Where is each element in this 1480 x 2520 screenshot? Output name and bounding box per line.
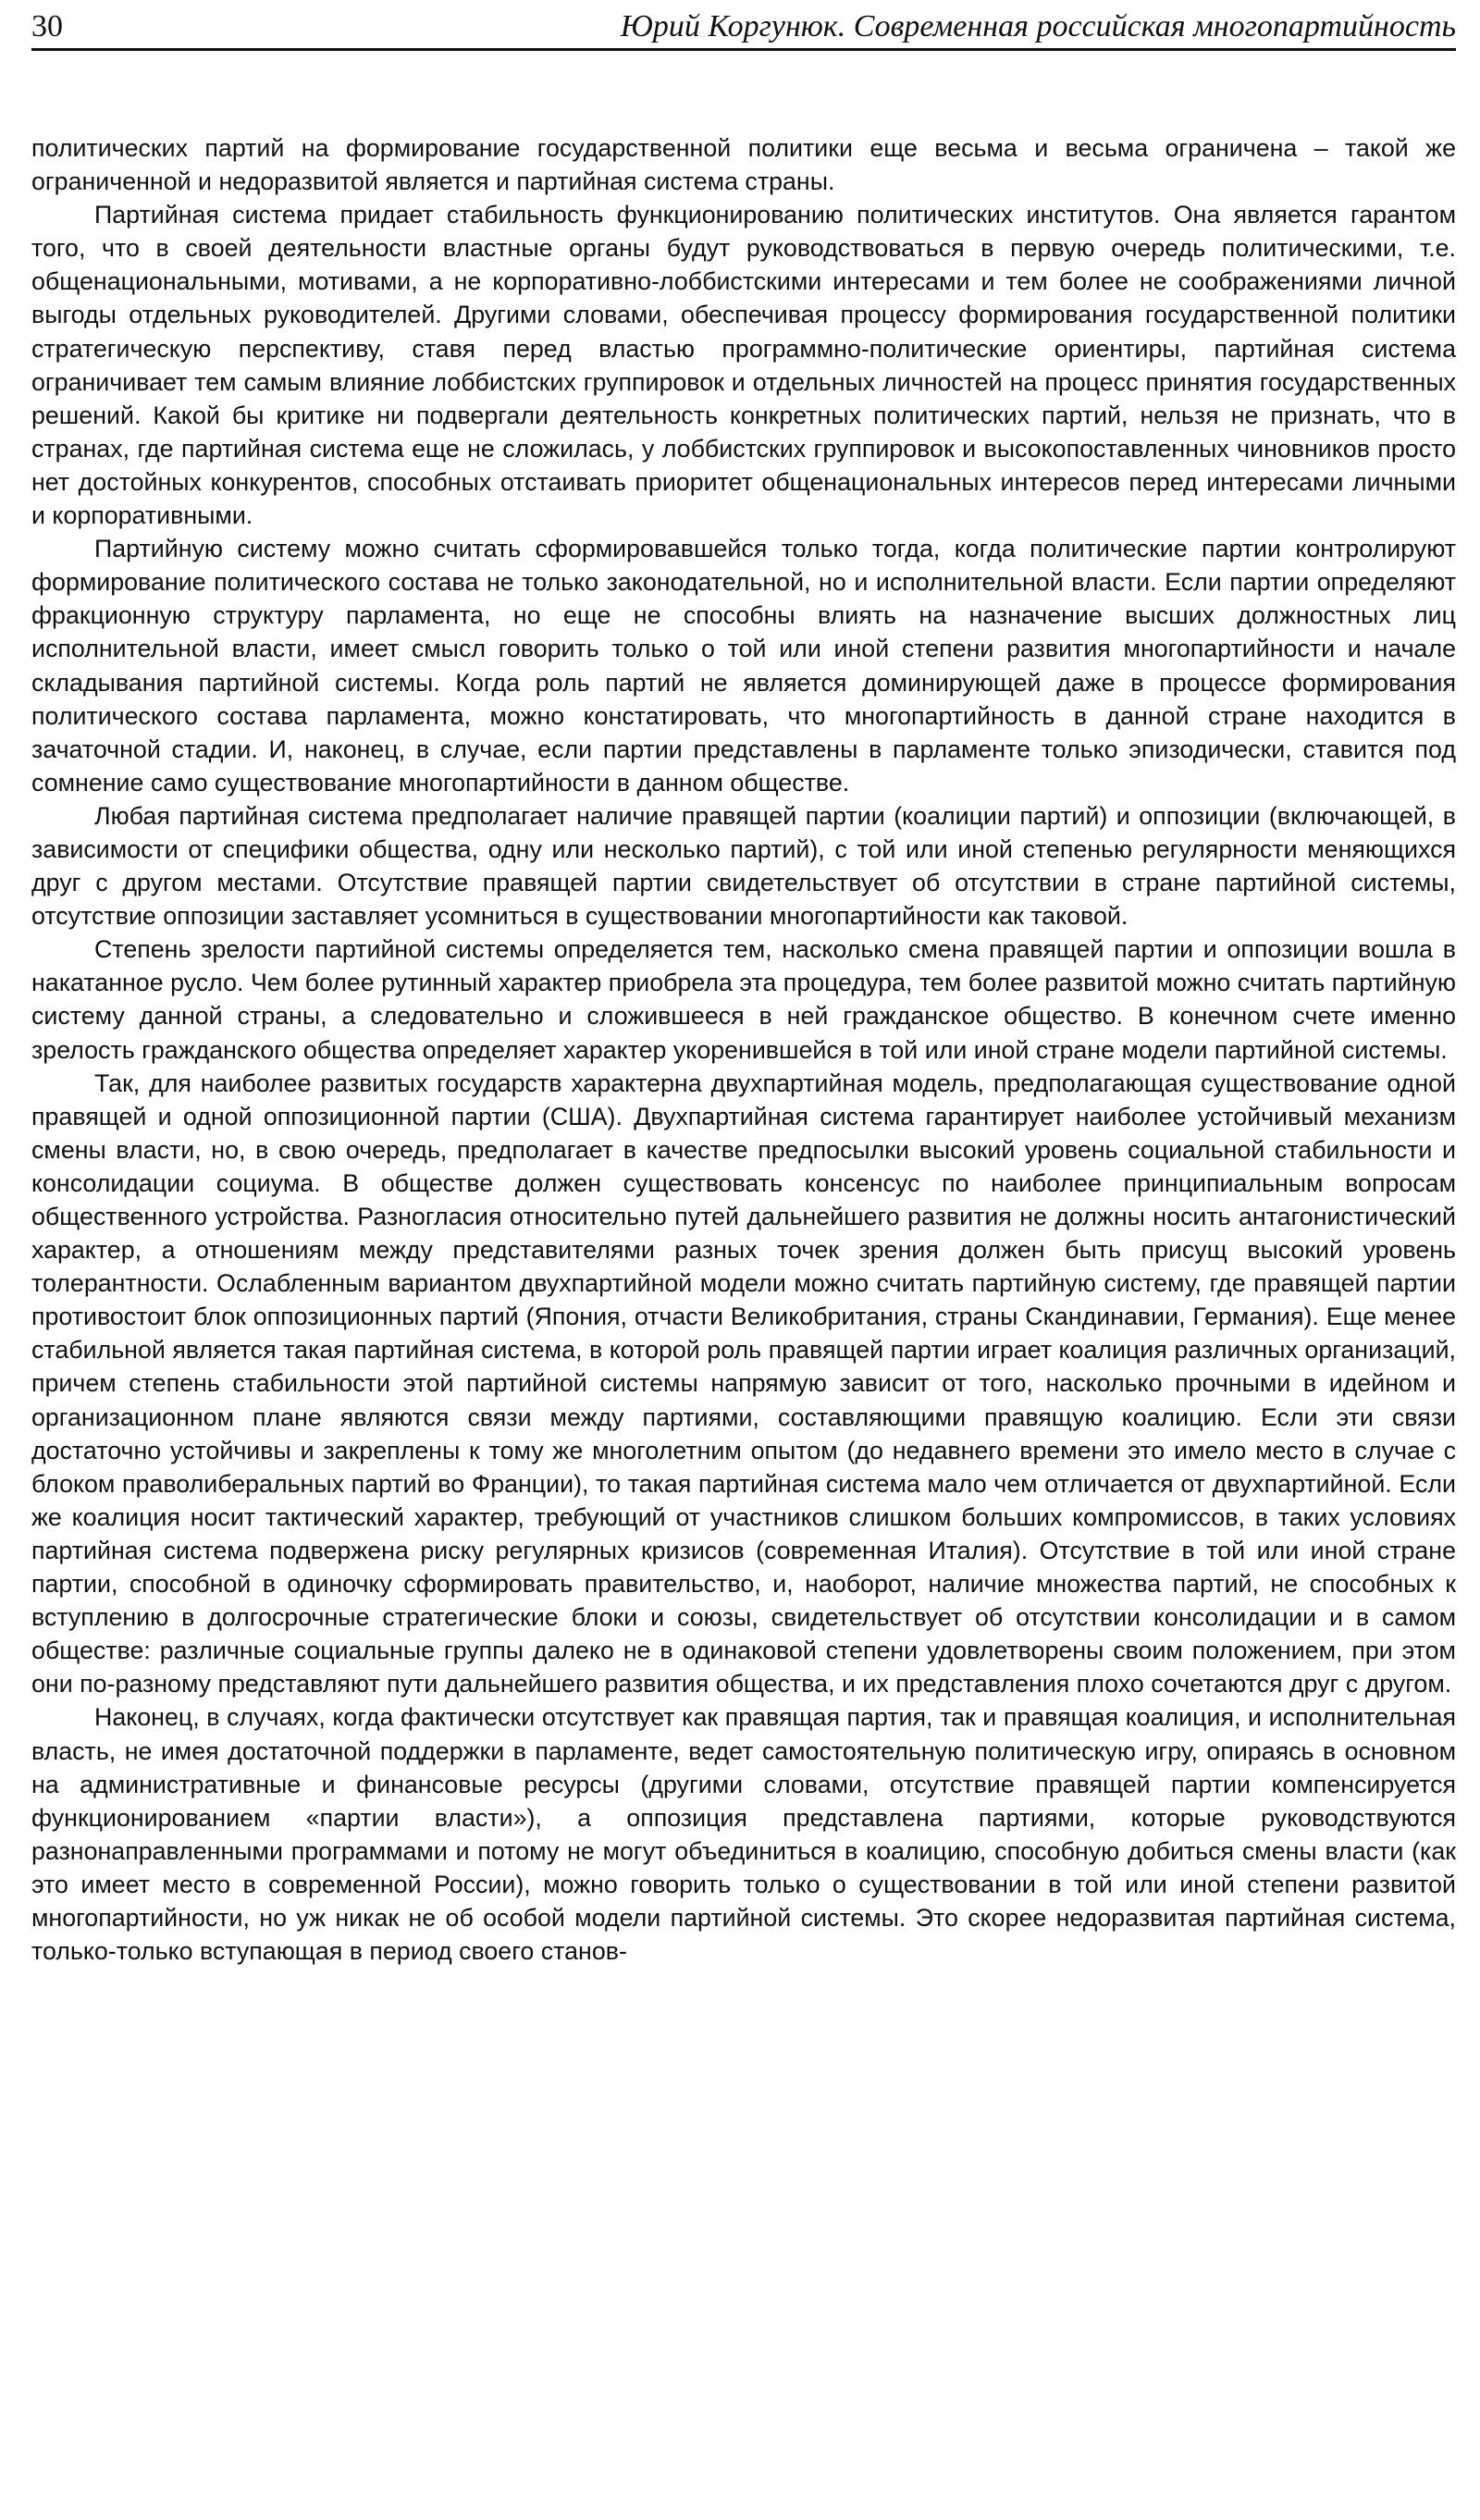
paragraph: Любая партийная система предполагает наличие правящей партии (коалиции партий) и оппозиции (включающей, в зависимости от специфики общества, одну или несколько партий), с той или иной степенью регулярности меняющихся друг с другом местами. Отсутствие правящей партии свидетельствует об отсутствии в стране партийной системы, отсутствие оппозиции заставляет усомниться в существовании многопартийности как таковой. (31, 801, 1456, 931)
paragraph: Наконец, в случаях, когда фактически отсутствует как правящая партия, так и правящая коалиция, и исполнительная власть, не имея достаточной поддержки в парламенте, ведет самостоятельную политическую игру, опираясь в основном на административные и финансовые ресурсы (другими словами, отсутствие правящей партии компенсируется функционированием «партии власти»), а оппозиция представлена партиями, которые руководствуются разнонаправленными программами и потому не могут объединиться в коалицию, способную добиться смены власти (как это имеет место в современной России), можно говорить только о существовании в той или иной степени развитой многопартийности, но уж никак не об особой модели партийной системы. Это скорее недоразвитая партийная система, только-только вступающая в период своего станов- (31, 1703, 1456, 1966)
running-title: Юрий Коргунюк. Современная российская многопартийность (620, 9, 1456, 43)
paragraph: Партийная система придает стабильность функционированию политических институтов. Она является гарантом того, что в своей деятельности властные органы будут руководствоваться в первую очередь политическими, т.е. общенациональными, мотивами, а не корпоративно-лоббистскими интересами и тем более не соображениями личной выгоды отдельных руководителей. Другими словами, обеспечивая процессу формирования государственной политики стратегическую перспективу, ставя перед властью программно-политические ориентиры, партийная система ограничивает тем самым влияние лоббистских группировок и отдельных личностей на процесс принятия государственных решений. Какой бы критике ни подвергали деятельность конкретных политических партий, нельзя не признать, что в странах, где партийная система еще не сложилась, у лоббистских группировок и высокопоставленных чиновников просто нет достойных конкурентов, способных отстаивать приоритет общенациональных интересов перед интересами личными и корпоративными. (31, 201, 1456, 530)
page-header (31, 6, 1456, 51)
page-number: 30 (31, 9, 63, 43)
paragraph: Степень зрелости партийной системы определяется тем, насколько смена правящей партии и оппозиции вошла в накатанное русло. Чем более рутинный характер приобрела эта процедура, тем более развитой можно считать партийную систему данной страны, а следовательно и сложившееся в ней гражданское общество. В конечном счете именно зрелость гражданского общества определяет характер укоренившейся в той или иной стране модели партийной системы. (31, 935, 1456, 1064)
paragraph-continued: политических партий на формирование государственной политики еще весьма и весьма ограничена – такой же ограниченной и недоразвитой является и партийная система страны. (31, 134, 1456, 196)
paragraph: Так, для наиболее развитых государств характерна двухпартийная модель, предполагающая существование одной правящей и одной оппозиционной партии (США). Двухпартийная система гарантирует наиболее устойчивый механизм смены власти, но, в свою очередь, предполагает в качестве предпосылки высокий уровень социальной стабильности и консолидации социума. В обществе должен существовать консенсус по наиболее принципиальным вопросам общественного устройства. Разногласия относительно путей дальнейшего развития не должны носить антагонистический характер, а отношениям между представителями разных точек зрения должен быть присущ высокий уровень толерантности. Ослабленным вариантом двухпартийной модели можно считать партийную систему, где правящей партии противостоит блок оппозиционных партий (Япония, отчасти Великобритания, страны Скандинавии, Германия). Еще менее стабильной является такая партийная система, в которой роль правящей партии играет коалиция различных организаций, причем степень стабильности этой партийной системы напрямую зависит от того, насколько прочными в идейном и организационном плане являются связи между партиями, составляющими правящую коалицию. Если эти связи достаточно устойчивы и закреплены к тому же многолетним опытом (до недавнего времени это имело место в случае с блоком праволиберальных партий во Франции), то такая партийная система мало чем отличается от двухпартийной. Если же коалиция носит тактический характер, требующий от участников слишком больших компромиссов, в таких условиях партийная система подвержена риску регулярных кризисов (современная Италия). Отсутствие в той или иной стране партии, способной в одиночку сформировать правительство, и, наоборот, наличие множества партий, не способных к вступлению в долгосрочные стратегические блоки и союзы, свидетельствует об отсутствии консолидации и в самом обществе: различные социальные группы далеко не в одинаковой степени удовлетворены своим положением, при этом они по-разному представляют пути дальнейшего развития общества, и их представления плохо сочетаются друг с другом. (31, 1069, 1456, 1699)
page-body (31, 131, 1456, 1968)
paragraph: Партийную систему можно считать сформировавшейся только тогда, когда политические партии контролируют формирование политического состава не только законодательной, но и исполнительной власти. Если партии определяют фракционную структуру парламента, но еще не способны влиять на назначение высших должностных лиц исполнительной власти, имеет смысл говорить только о той или иной степени развития многопартийности и начале складывания партийной системы. Когда роль партий не является доминирующей даже в процессе формирования политического состава парламента, можно констатировать, что многопартийность в данной стране находится в зачаточной стадии. И, наконец, в случае, если партии представлены в парламенте только эпизодически, ставится под сомнение само существование многопартийности в данном обществе. (31, 535, 1456, 797)
